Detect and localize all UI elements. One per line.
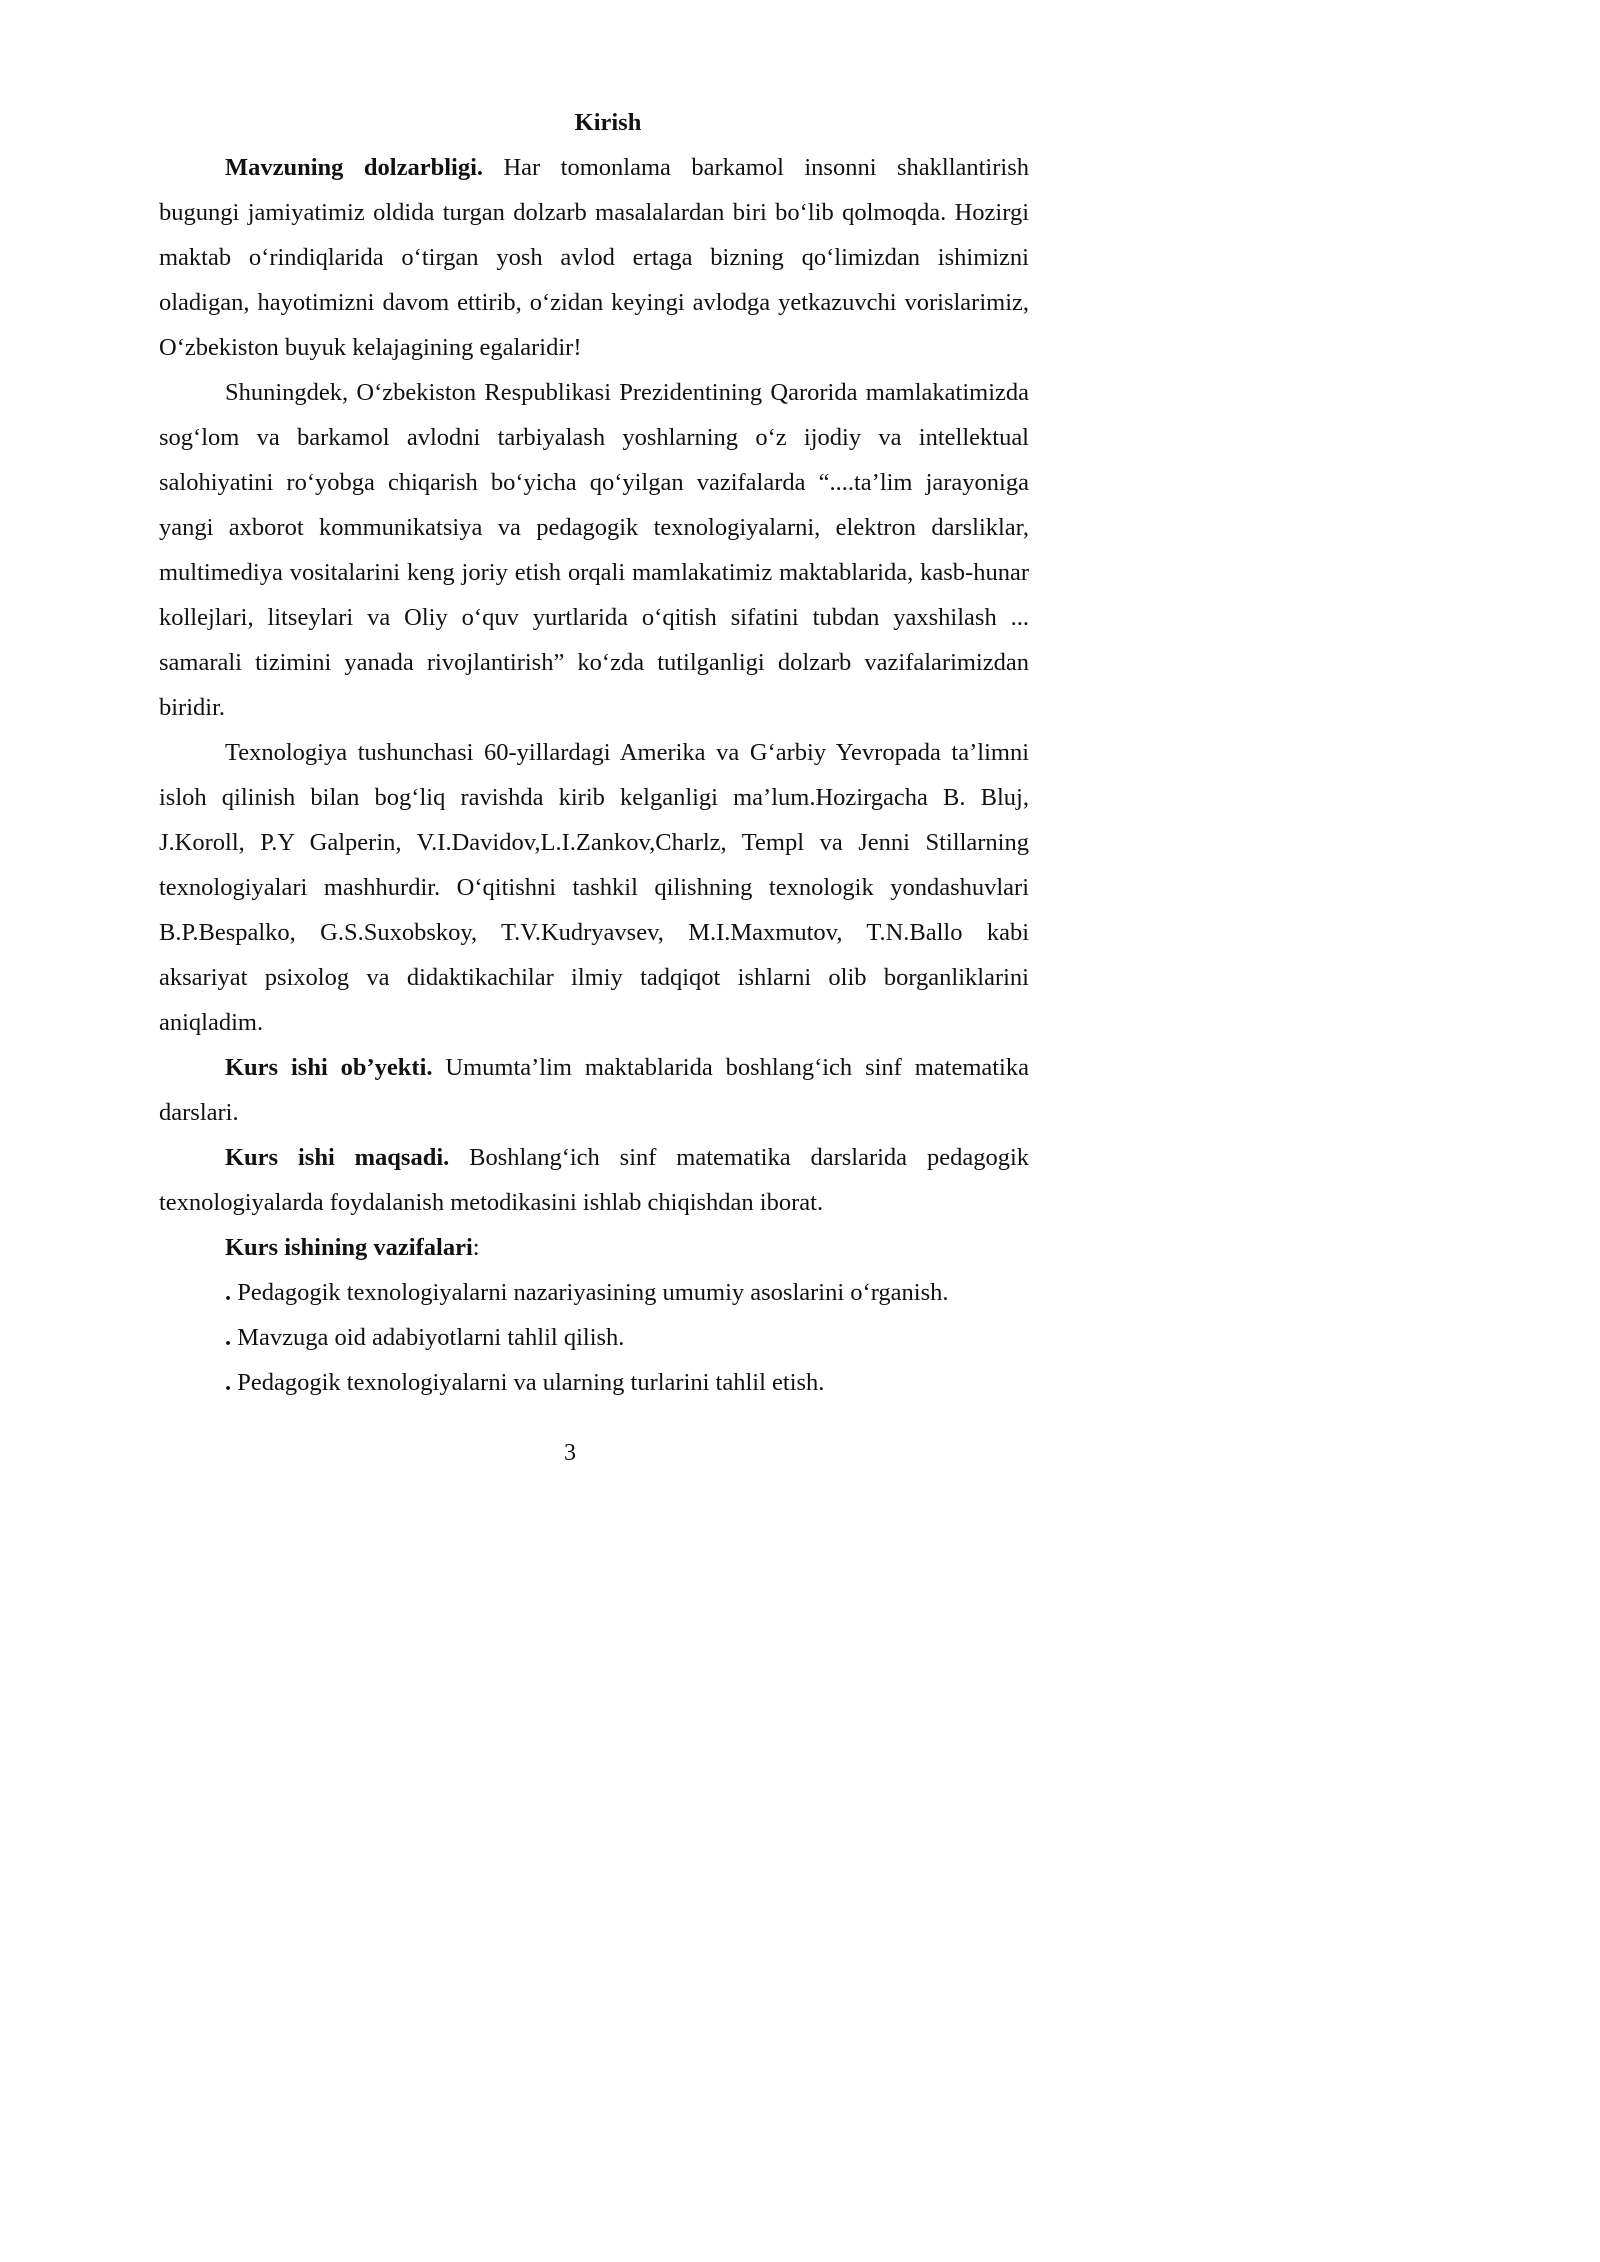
paragraph-text: Umumta’lim maktablarida boshlang‘ich sinf matematika darslari.	[159, 1054, 1029, 1126]
task-item	[159, 1360, 1029, 1405]
task-text: Pedagogik texnologiyalarni nazariyasining umumiy asoslarini o‘rganish.	[231, 1279, 949, 1306]
paragraph-technology	[159, 730, 1029, 1045]
tasks-title-colon: :	[472, 1234, 480, 1261]
task-item	[159, 1270, 1029, 1315]
tasks-title	[159, 1225, 1029, 1270]
bullet-marker: .	[225, 1324, 232, 1351]
paragraph-resolution	[159, 370, 1029, 730]
paragraph-text: Har tomonlama barkamol insonni shakllantirish bugungi jamiyatimiz oldida turgan dolzarb masalalardan biri bo‘lib qolmoqda. Hozirgi maktab o‘rindiqlarida o‘tirgan yosh avlod ertaga bizning qo‘limizdan ishimizni oladigan, hayotimizni davom ettirib, o‘zidan keyingi avlodga yetkazuvchi vorislarimiz, O‘zbekiston buyuk kelajagining egalaridir!	[159, 154, 1029, 361]
page-number: 3	[564, 1440, 576, 1466]
task-item	[159, 1315, 1029, 1360]
paragraph-relevance	[159, 145, 1029, 370]
tasks-title-text: Kurs ishining vazifalari	[225, 1234, 473, 1261]
paragraph-text: Texnologiya tushunchasi 60-yillardagi Amerika va G‘arbiy Yevropada ta’limni isloh qilinish bilan bog‘liq ravishda kirib kelganligi ma’lum.Hozirgacha B. Bluj, J.Koroll, P.Y Galperin, V.I.Davidov,L.I.Zankov,Charlz, Templ va Jenni Stillarning texnologiyalari mashhurdir. O‘qitishni tashkil qilishning texnologik yondashuvlari B.P.Bespalko, G.S.Suxobskoy, T.V.Kudryavsev, M.I.Maxmutov, T.N.Ballo kabi aksariyat psixolog va didaktikachilar ilmiy tadqiqot ishlarni olib borganliklarini aniqladim.	[159, 739, 1029, 1036]
paragraph-goal	[159, 1135, 1029, 1225]
bullet-marker: .	[225, 1279, 232, 1306]
paragraph-lead: Kurs ishi maqsadi.	[225, 1144, 450, 1171]
paragraph-text: Boshlang‘ich sinf matematika darslarida pedagogik texnologiyalarda foydalanish metodikasini ishlab chiqishdan iborat.	[159, 1144, 1029, 1216]
paragraph-lead: Kurs ishi ob’yekti.	[225, 1054, 433, 1081]
paragraph-lead: Mavzuning dolzarbligi.	[225, 154, 484, 181]
paragraph-object	[159, 1045, 1029, 1135]
document-page	[0, 0, 1100, 1555]
bullet-marker: .	[225, 1369, 232, 1396]
paragraph-text: Shuningdek, O‘zbekiston Respublikasi Prezidentining Qarorida mamlakatimizda sog‘lom va barkamol avlodni tarbiyalash yoshlarning o‘z ijodiy va intellektual salohiyatini ro‘yobga chiqarish bo‘yicha qo‘yilgan vazifalarda “....ta’lim jarayoniga yangi axborot kommunikatsiya va pedagogik texnologiyalarni, elektron darsliklar, multimediya vositalarini keng joriy etish orqali mamlakatimiz maktablarida, kasb-hunar kollejlari, litseylari va Oliy o‘quv yurtlarida o‘qitish sifatini tubdan yaxshilash ... samarali tizimini yanada rivojlantirish” ko‘zda tutilganligi dolzarb vazifalarimizdan biridir.	[159, 379, 1029, 721]
task-text: Pedagogik texnologiyalarni va ularning turlarini tahlil etish.	[231, 1369, 825, 1396]
task-text: Mavzuga oid adabiyotlarni tahlil qilish.	[231, 1324, 625, 1351]
page-content	[159, 100, 1029, 1405]
page-heading: Kirish	[574, 109, 642, 136]
